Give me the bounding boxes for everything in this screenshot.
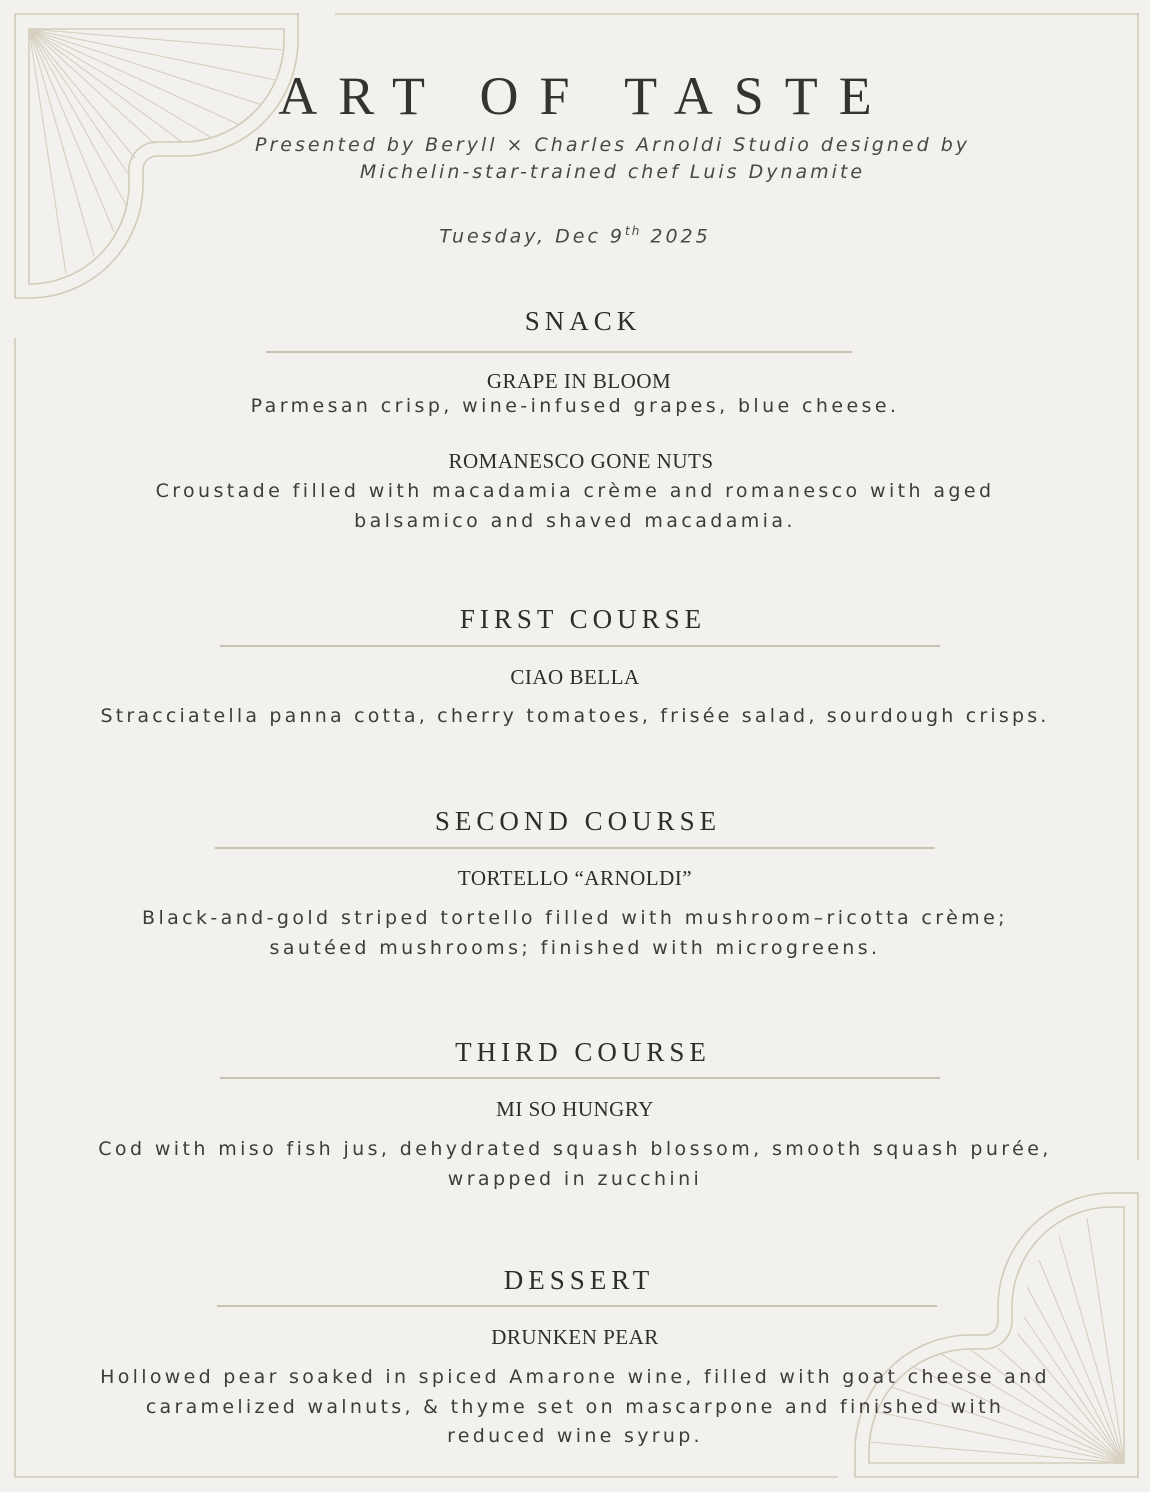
dish-description — [0, 1363, 1150, 1452]
event-date-year: 2025 — [641, 225, 711, 248]
dish-description — [0, 477, 1150, 536]
dish-name-ciao-bella: CIAO BELLA — [510, 665, 640, 689]
dish-description-line: caramelized walnuts, & thyme set on mascarpone and finished with — [145, 1395, 1005, 1418]
dish-description-line: Hollowed pear soaked in spiced Amarone wine, filled with goat cheese and — [100, 1366, 1050, 1388]
dish-name-mi-so-hungry: MI SO HUNGRY — [496, 1097, 654, 1121]
dish-description-line: Croustade filled with macadamia crème and romanesco with aged — [155, 480, 995, 502]
section-divider — [217, 1305, 937, 1307]
section-heading-dessert: DESSERT — [503, 1265, 655, 1295]
presented-line-1: Presented by Beryll × Charles Arnoldi Studio designed by — [255, 134, 970, 156]
dish-description: Parmesan crisp, wine-infused grapes, blue cheese. — [250, 395, 900, 417]
section-divider — [220, 645, 940, 647]
section-heading-second-course: SECOND COURSE — [434, 806, 722, 836]
event-date-ordinal: th — [625, 224, 642, 238]
presented-line-2: Michelin-star-trained chef Luis Dynamite — [359, 161, 866, 183]
dish-description — [0, 1135, 1150, 1194]
section-divider — [220, 1077, 940, 1079]
event-date — [0, 218, 1150, 249]
dish-description-line: reduced wine syrup. — [447, 1425, 703, 1447]
section-divider — [266, 351, 852, 353]
presented-by-text — [200, 132, 1025, 186]
fan-ray — [29, 29, 114, 232]
dish-name-romanesco-gone-nuts: ROMANESCO GONE NUTS — [448, 449, 714, 473]
section-heading-snack: SNACK — [524, 306, 642, 336]
dish-description-line: sautéed mushrooms; finished with microgreens. — [269, 936, 881, 959]
dish-name-tortello-arnoldi: TORTELLO “ARNOLDI” — [457, 866, 693, 890]
event-date-day: Tuesday, Dec 9 — [439, 225, 626, 248]
dish-description-line: balsamico and shaved macadamia. — [354, 509, 796, 532]
section-heading-first-course: FIRST COURSE — [459, 604, 707, 634]
dish-name-grape-in-bloom: GRAPE IN BLOOM — [486, 369, 672, 393]
dish-description-line: Black-and-gold striped tortello filled with mushroom–ricotta crème; — [142, 907, 1008, 929]
section-heading-third-course: THIRD COURSE — [455, 1037, 711, 1067]
dish-name-drunken-pear: DRUNKEN PEAR — [491, 1325, 659, 1349]
menu-title: ART OF TASTE — [278, 66, 893, 126]
dish-description-line: wrapped in zucchini — [447, 1167, 703, 1190]
dish-description-line: Cod with miso fish jus, dehydrated squash blossom, smooth squash purée, — [98, 1138, 1052, 1160]
section-divider — [215, 847, 935, 849]
dish-description — [0, 904, 1150, 963]
dish-description: Stracciatella panna cotta, cherry tomatoes, frisée salad, sourdough crisps. — [100, 705, 1050, 727]
